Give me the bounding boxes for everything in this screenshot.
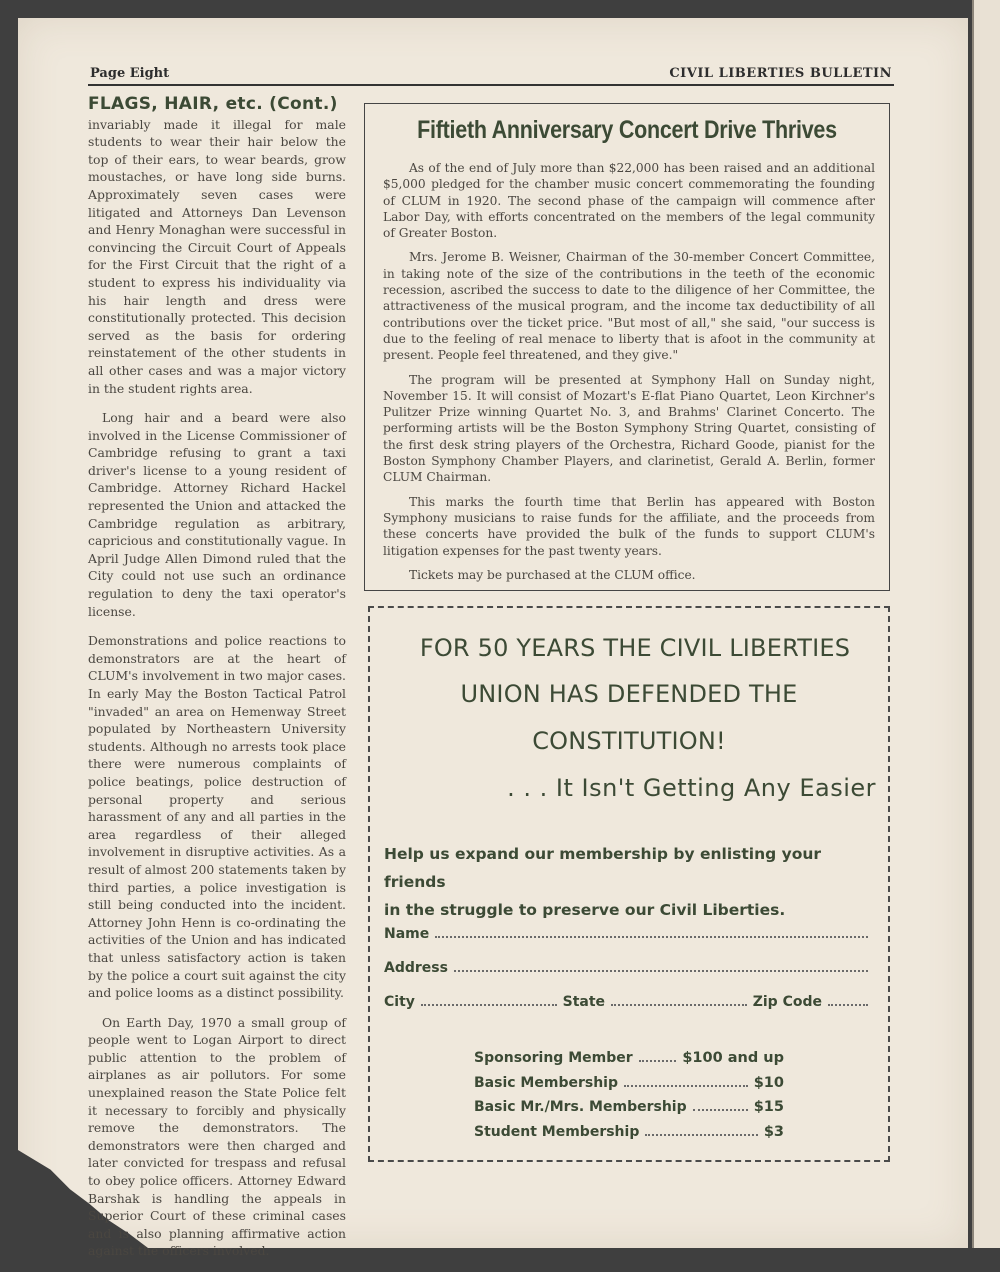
tier-row <box>474 1046 784 1071</box>
article-title: FLAGS, HAIR, etc. (Cont.) <box>88 94 338 114</box>
membership-tiers <box>474 1046 784 1144</box>
city-state-zip-field[interactable] <box>384 994 874 1010</box>
name-label: Name <box>384 926 430 942</box>
membership-appeal <box>384 840 878 924</box>
membership-coupon <box>368 606 890 1162</box>
tier-row <box>474 1071 784 1096</box>
city-blank[interactable] <box>421 994 557 1006</box>
concert-paragraph: As of the end of July more than $22,000 has been raised and an additional $5,000 pledged for the chamber music concert commemorating the founding of CLUM in 1920. The second phase of the campaign will commence after Labor Day, with efforts concentrated on the members of the legal community of Greater Boston. <box>383 161 875 241</box>
tier-price: $15 <box>753 1099 784 1115</box>
slogan-tagline: . . . It Isn't Getting Any Easier <box>507 774 876 802</box>
article-paragraph: Long hair and a beard were also involved in the License Commissioner of Cambridge refusing to grant a taxi driver's license to a young resident of Cambridge. Attorney Richard Hackel represented the Union and attacked the Cambridge regulation as arbitrary, capricious and constitutionally vague. In April Judge Allen Dimond ruled that the City could not use such an ordinance regulation to deny the taxi operator's license. <box>88 410 346 619</box>
zip-blank[interactable] <box>828 994 868 1006</box>
concert-paragraph: Mrs. Jerome B. Weisner, Chairman of the 30-member Concert Committee, in taking note of the size of the contributions in the teeth of the economic recession, ascribed the success to date to the diligence of her Committee, the attractiveness of the musical program, and the income tax deductibility of all contributions over the ticket price. "But most of all," she said, "our success is due to the feeling of real menace to liberty that is afoot in the community at present. People feel threatened, and they give." <box>383 250 875 363</box>
concert-paragraph: This marks the fourth time that Berlin has appeared with Boston Symphony musicians to raise funds for the affiliate, and the proceeds from these concerts have provided the bulk of the funds to support CLUM's litigation expenses for the past twenty years. <box>383 494 875 558</box>
article-paragraph: invariably made it illegal for male students to wear their hair below the top of their ears, to wear beards, grow moustaches, or have long side burns. Approximately seven cases were litigated and Attorneys Dan Levenson and Henry Monaghan were successful in convincing the Circuit Court of Appeals for the First Circuit that the right of a student to express his individuality via his hair length and dress were constitutionally protected. This decision served as the basis for ordering reinstatement of the other students in all other cases and was a major victory in the student rights area. <box>88 116 346 396</box>
tier-label: Student Membership <box>474 1123 640 1140</box>
slogan-line-1: FOR 50 YEARS THE CIVIL LIBERTIES <box>419 634 851 662</box>
slogan-line-3: CONSTITUTION! <box>532 727 726 755</box>
article-flags-hair <box>88 96 346 1272</box>
zip-label: Zip Code <box>752 994 822 1010</box>
publication-title: CIVIL LIBERTIES BULLETIN <box>669 66 892 81</box>
tier-price: $3 <box>763 1123 784 1140</box>
concert-paragraph: The program will be presented at Symphony Hall on Sunday night, November 15. It will consist of Mozart's E-flat Piano Quartet, Leon Kirchner's Pulitzer Prize winning Quartet No. 3, and Brahms' Clarinet Concerto. The performing artists will be the Boston Symphony String Quartet, consisting of the first desk string players of the Orchestra, Richard Goode, pianist for the Boston Symphony Chamber Players, and clarinetist, Gerald A. Berlin, former CLUM Chairman. <box>383 372 875 485</box>
adjacent-page-edge <box>972 0 1000 1248</box>
tier-label: Basic Membership <box>474 1074 618 1091</box>
page-header <box>88 66 894 86</box>
article-paragraph: Demonstrations and police reactions to demonstrators are at the heart of CLUM's involvement in two major cases. In early May the Boston Tactical Patrol "invaded" an area on Hemenway Street populated by Northeastern University students. Although no arrests took place there were numerous complaints of police beatings, police destruction of personal property and serious harassment of any and all parties in the area regardless of their alleged involvement in disruptive activities. As a result of almost 200 statements taken by third parties, a police investigation is still being conducted into the incident. Attorney John Henn is co-ordinating the activities of the Union and has indicated that unless satisfactory action is taken by the police a court suit against the city and police looms as a distinct possibility. <box>88 633 346 1001</box>
tier-leader <box>624 1075 748 1087</box>
concert-title: Fiftieth Anniversary Concert Drive Thrives <box>417 116 837 144</box>
tier-price: $10 <box>753 1074 784 1091</box>
address-label: Address <box>384 960 448 976</box>
page-number: Page Eight <box>90 66 170 81</box>
concert-paragraph: Tickets may be purchased at the CLUM office. <box>409 567 696 582</box>
slogan-line-2: UNION HAS DEFENDED THE <box>460 680 798 708</box>
address-field[interactable] <box>384 960 874 976</box>
address-blank[interactable] <box>454 960 868 972</box>
tier-label: Basic Mr./Mrs. Membership <box>474 1099 687 1115</box>
appeal-line-2: in the struggle to preserve our Civil Liberties. <box>384 901 786 919</box>
state-blank[interactable] <box>611 994 747 1006</box>
concert-article-box <box>364 103 890 591</box>
city-label: City <box>384 994 415 1010</box>
name-field[interactable] <box>384 926 874 942</box>
appeal-line-1: Help us expand our membership by enlisting your friends <box>384 845 822 891</box>
tier-leader <box>639 1050 677 1062</box>
tier-row <box>474 1095 784 1120</box>
tier-price: $100 and up <box>682 1050 784 1066</box>
name-blank[interactable] <box>435 926 868 938</box>
article-paragraph: On Earth Day, 1970 a small group of people went to Logan Airport to direct public attention to the problem of airplanes as air pollutors. For some unexplained reason the State Police felt it necessary to forcibly and physically remove the demonstrators. The demonstrators were then charged and later convicted for trespass and refusal to obey police officers. Attorney Edward Barshak is handling the appeals in Superior Court of these criminal cases and is also planning affirmative action against the officers involved. <box>88 1014 346 1259</box>
tier-label: Sponsoring Member <box>474 1050 633 1066</box>
tier-leader <box>645 1124 757 1136</box>
tier-leader <box>693 1099 748 1111</box>
tier-row <box>474 1120 784 1145</box>
state-label: State <box>562 994 606 1010</box>
